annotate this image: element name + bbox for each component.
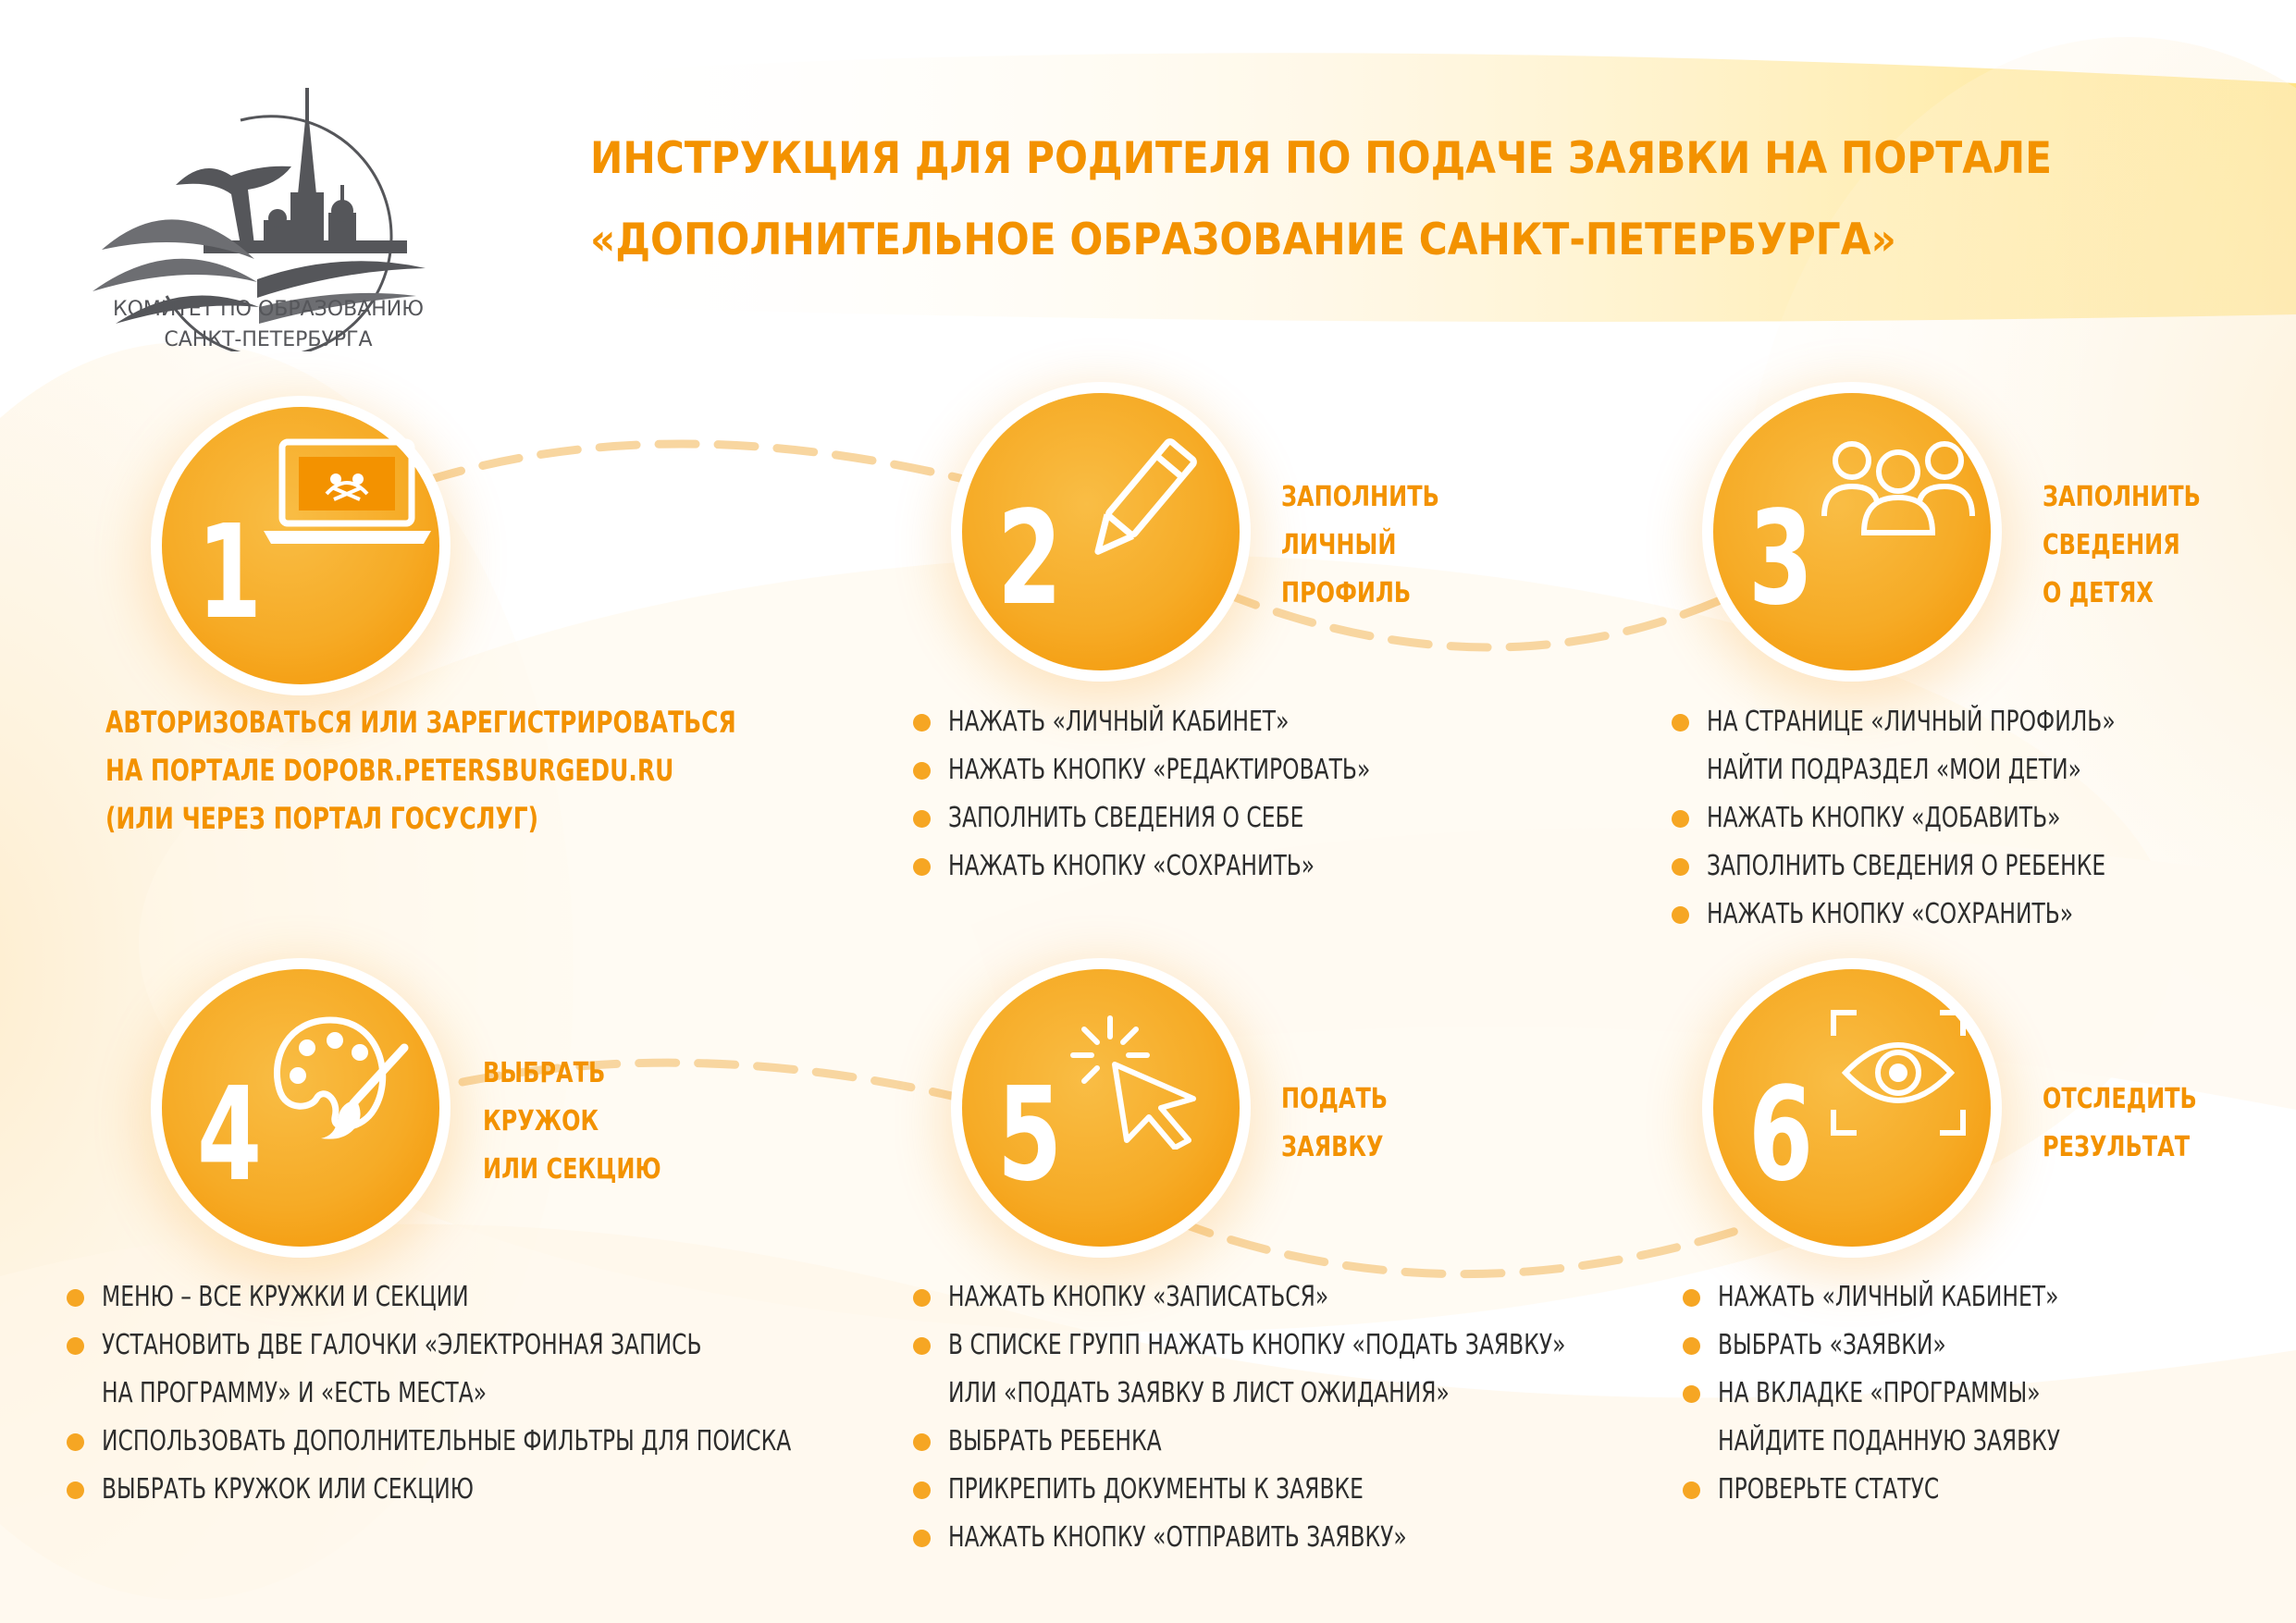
step-4-caption-line: КРУЖОК — [483, 1105, 599, 1137]
step-2-caption-line: ПРОФИЛЬ — [1281, 577, 1412, 609]
list-item: ЗАПОЛНИТЬ СВЕДЕНИЯ О СЕБЕ — [911, 794, 1489, 842]
step-6-caption — [2043, 1076, 2197, 1172]
step-6-number: 6 — [1748, 1060, 1814, 1211]
page-title — [590, 118, 2089, 281]
list-item: ВЫБРАТЬ «ЗАЯВКИ» — [1681, 1322, 2156, 1370]
step-2-caption — [1281, 473, 1439, 618]
list-item-continuation: ИЛИ «ПОДАТЬ ЗАЯВКУ В ЛИСТ ОЖИДАНИЯ» — [948, 1377, 1450, 1409]
list-item: УСТАНОВИТЬ ДВЕ ГАЛОЧКИ «ЭЛЕКТРОННАЯ ЗАПИСЬ — [65, 1322, 985, 1370]
step-6-caption-line: ОТСЛЕДИТЬ — [2043, 1083, 2197, 1115]
list-item: ИСПОЛЬЗОВАТЬ ДОПОЛНИТЕЛЬНЫЕ ФИЛЬТРЫ ДЛЯ ПОИСКА — [65, 1418, 985, 1466]
list-item-continuation: НАЙТИ ПОДРАЗДЕЛ «МОИ ДЕТИ» — [1707, 754, 2081, 786]
list-item: НАЖАТЬ «ЛИЧНЫЙ КАБИНЕТ» — [1681, 1273, 2156, 1322]
step-4-caption-line: ВЫБРАТЬ — [483, 1057, 606, 1089]
eye-scan-icon — [1829, 1008, 1968, 1137]
step-1-text-line: АВТОРИЗОВАТЬСЯ ИЛИ ЗАРЕГИСТРИРОВАТЬСЯ — [105, 705, 736, 740]
list-item: ЗАПОЛНИТЬ СВЕДЕНИЯ О РЕБЕНКЕ — [1670, 842, 2230, 891]
step-2-circle — [962, 393, 1240, 670]
list-item: НАЖАТЬ КНОПКУ «ЗАПИСАТЬСЯ» — [911, 1273, 1740, 1322]
step-1-text-line: (ИЛИ ЧЕРЕЗ ПОРТАЛ ГОСУСЛУГ) — [105, 801, 539, 836]
page-title-line2: «ДОПОЛНИТЕЛЬНОЕ ОБРАЗОВАНИЕ САНКТ-ПЕТЕРБУРГА» — [590, 215, 1896, 265]
committee-name-line2: САНКТ-ПЕТЕРБУРГА — [164, 328, 373, 351]
step-3-caption — [2043, 473, 2201, 618]
list-item: В СПИСКЕ ГРУПП НАЖАТЬ КНОПКУ «ПОДАТЬ ЗАЯВКУ» — [911, 1322, 1740, 1370]
step-6-circle — [1713, 969, 1991, 1247]
step-2-number: 2 — [997, 484, 1063, 634]
page-title-line1: ИНСТРУКЦИЯ ДЛЯ РОДИТЕЛЯ ПО ПОДАЧЕ ЗАЯВКИ НА ПОРТАЛЕ — [590, 133, 2052, 184]
list-item: ПРОВЕРЬТЕ СТАТУС — [1681, 1466, 2156, 1514]
list-item: НА СТРАНИЦЕ «ЛИЧНЫЙ ПРОФИЛЬ» — [1670, 698, 2230, 746]
laptop-icon — [262, 435, 433, 555]
list-item: НАЖАТЬ «ЛИЧНЫЙ КАБИНЕТ» — [911, 698, 1489, 746]
list-item: ВЫБРАТЬ КРУЖОК ИЛИ СЕКЦИЮ — [65, 1466, 985, 1514]
step-3-circle — [1713, 393, 1991, 670]
step-6-caption-line: РЕЗУЛЬТАТ — [2043, 1131, 2191, 1163]
step-3-caption-line: О ДЕТЯХ — [2043, 577, 2154, 609]
step-3-caption-line: СВЕДЕНИЯ — [2043, 529, 2180, 561]
cursor-click-icon — [1064, 1011, 1212, 1150]
step-4-caption-line: ИЛИ СЕКЦИЮ — [483, 1153, 661, 1186]
step-5-list — [911, 1273, 1740, 1562]
step-2-caption-line: ЗАПОЛНИТЬ — [1281, 481, 1439, 513]
committee-name-line1: КОМИТЕТ ПО ОБРАЗОВАНИЮ — [112, 298, 425, 321]
list-item: ВЫБРАТЬ РЕБЕНКА — [911, 1418, 1740, 1466]
list-item: НА ВКЛАДКЕ «ПРОГРАММЫ» — [1681, 1370, 2156, 1418]
step-4-circle — [162, 969, 439, 1247]
step-1-number: 1 — [197, 498, 263, 648]
people-group-icon — [1820, 435, 1977, 536]
committee-name — [88, 294, 449, 355]
list-item-continuation: НА ПРОГРАММУ» И «ЕСТЬ МЕСТА» — [102, 1377, 488, 1409]
step-1-text-line: НА ПОРТАЛЕ DOPOBR.PETERSBURGEDU.RU — [105, 753, 674, 788]
list-item: ПРИКРЕПИТЬ ДОКУМЕНТЫ К ЗАЯВКЕ — [911, 1466, 1740, 1514]
list-item: НАЖАТЬ КНОПКУ «РЕДАКТИРОВАТЬ» — [911, 746, 1489, 794]
list-item: НАЖАТЬ КНОПКУ «СОХРАНИТЬ» — [911, 842, 1489, 891]
step-2-list — [911, 698, 1489, 891]
list-item: НАЖАТЬ КНОПКУ «ОТПРАВИТЬ ЗАЯВКУ» — [911, 1514, 1740, 1562]
step-3-list — [1670, 698, 2230, 939]
step-2-caption-line: ЛИЧНЫЙ — [1281, 529, 1397, 561]
step-5-caption-line: ЗАЯВКУ — [1281, 1131, 1384, 1163]
step-6-list — [1681, 1273, 2156, 1514]
step-4-caption — [483, 1050, 661, 1194]
pencil-icon — [1073, 435, 1203, 573]
list-item: НАЖАТЬ КНОПКУ «ДОБАВИТЬ» — [1670, 794, 2230, 842]
step-3-caption-line: ЗАПОЛНИТЬ — [2043, 481, 2201, 513]
palette-brush-icon — [265, 1011, 414, 1150]
step-3-number: 3 — [1748, 484, 1814, 634]
step-5-caption — [1281, 1076, 1388, 1172]
list-item: НАЖАТЬ КНОПКУ «СОХРАНИТЬ» — [1670, 891, 2230, 939]
list-item-continuation: НАЙДИТЕ ПОДАННУЮ ЗАЯВКУ — [1718, 1425, 2061, 1457]
step-5-caption-line: ПОДАТЬ — [1281, 1083, 1389, 1115]
step-1-text — [105, 698, 736, 842]
step-1-circle — [162, 407, 439, 684]
step-4-number: 4 — [197, 1060, 263, 1211]
step-4-list — [65, 1273, 985, 1514]
step-5-number: 5 — [997, 1060, 1063, 1211]
step-5-circle — [962, 969, 1240, 1247]
list-item: МЕНЮ – ВСЕ КРУЖКИ И СЕКЦИИ — [65, 1273, 985, 1322]
